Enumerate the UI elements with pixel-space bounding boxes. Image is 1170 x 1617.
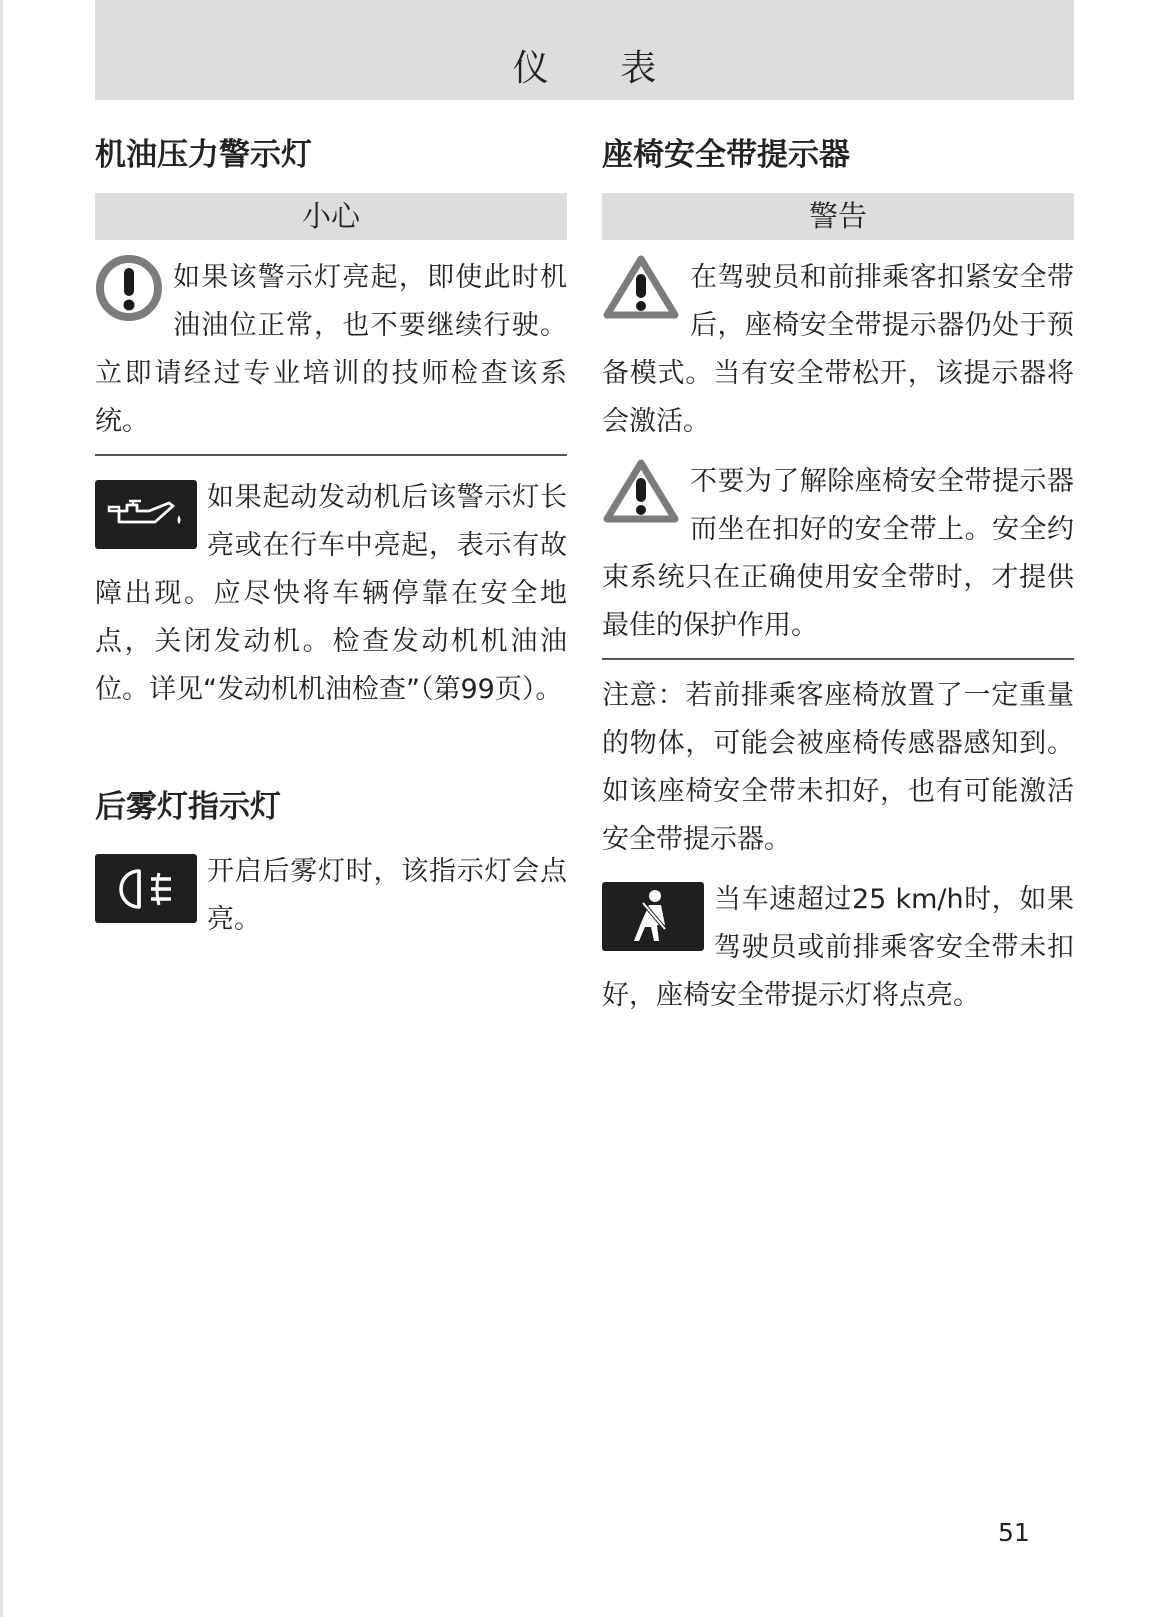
exclamation-circle-icon (95, 254, 163, 338)
page-title: 仪 表 (512, 48, 687, 89)
warning-text-2: 不要为了解除座椅安全带提示器而坐在扣好的安全带上。安全约束系统只在正确使用安全带时，才提供最佳的保护作用。 (602, 466, 1074, 641)
right-column (602, 130, 1074, 1020)
warning-block-2 (602, 458, 1074, 660)
rear-fog-lamp-icon (95, 854, 197, 923)
oil-pressure-title: 机油压力警示灯 (95, 137, 312, 173)
caution-block (95, 254, 567, 456)
note-block (602, 672, 1074, 864)
warning-block-1 (602, 254, 1074, 446)
warning-band (602, 193, 1074, 240)
header-band (95, 0, 1074, 100)
caution-text: 如果该警示灯亮起，即使此时机油油位正常，也不要继续行驶。立即请经过专业培训的技师检查该系统。 (95, 262, 567, 437)
warning-label: 警告 (808, 199, 867, 233)
note-text: 注意：若前排乘客座椅放置了一定重量的物体，可能会被座椅传感器感知到。如该座椅安全带未扣好，也有可能激活安全带提示器。 (602, 680, 1074, 855)
seatbelt-icon (602, 882, 704, 951)
warning-triangle-icon (602, 254, 680, 336)
speed-text: 当车速超过25 km/h时，如果驾驶员或前排乘客安全带未扣好，座椅安全带提示灯将点亮。 (602, 884, 1074, 1011)
oil-can-icon (95, 480, 197, 549)
warning-text-1: 在驾驶员和前排乘客扣紧安全带后，座椅安全带提示器仍处于预备模式。当有安全带松开，该提示器将会激活。 (602, 262, 1074, 437)
oil-body-block (95, 474, 567, 714)
warning-rule (602, 658, 1074, 660)
caution-band (95, 193, 567, 240)
speed-block (602, 876, 1074, 1020)
seatbelt-reminder-title: 座椅安全带提示器 (602, 137, 850, 173)
fog-body-block (95, 848, 567, 944)
rear-fog-title: 后雾灯指示灯 (95, 789, 281, 825)
caution-rule (95, 454, 567, 456)
left-column (95, 130, 567, 944)
warning-triangle-icon (602, 458, 680, 540)
oil-body-text: 如果起动发动机后该警示灯长亮或在行车中亮起，表示有故障出现。应尽快将车辆停靠在安全地点，关闭发动机。检查发动机机油油位。详见“发动机机油检查”（第99页）。 (95, 482, 567, 705)
page-edge (0, 0, 3, 1617)
page-number: 51 (998, 1518, 1030, 1547)
caution-label: 小心 (301, 199, 360, 233)
fog-body-text: 开启后雾灯时，该指示灯会点亮。 (207, 856, 567, 935)
